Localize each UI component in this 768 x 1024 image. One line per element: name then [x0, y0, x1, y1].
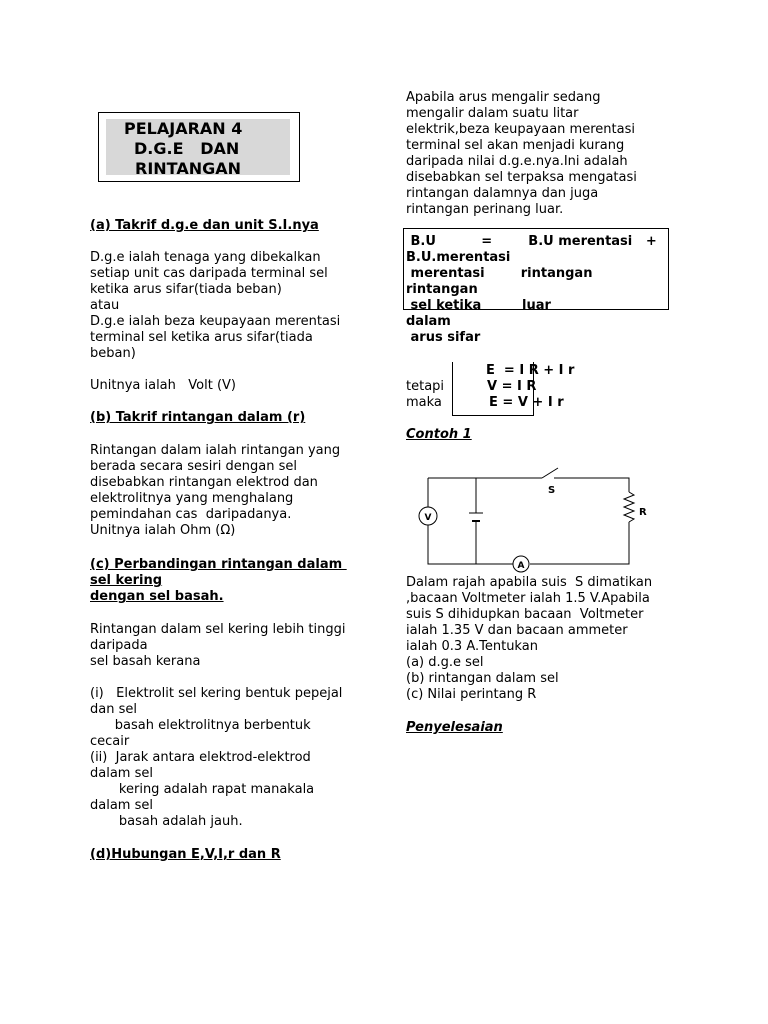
c-line: Rintangan dalam sel kering lebih tinggi — [90, 622, 346, 637]
bu-line: merentasi rintangan — [406, 266, 593, 281]
a-line: terminal sel ketika arus sifar(tiada — [90, 330, 313, 345]
example-line: ,bacaan Voltmeter ialah 1.5 V.Apabila — [406, 591, 650, 606]
circuit-wire — [530, 522, 629, 564]
intro-line: elektrik,beza keupayaan merentasi — [406, 122, 635, 137]
intro-line: rintangan dalamnya dan juga — [406, 186, 599, 201]
example-line: ialah 1.35 V dan bacaan ammeter — [406, 623, 628, 638]
example-line: Dalam rajah apabila suis S dimatikan — [406, 575, 653, 590]
intro-line: terminal sel akan menjadi kurang — [406, 138, 625, 153]
b-line: berada secara sesiri dengan sel — [90, 459, 297, 474]
equation-1: E = I R + I r — [486, 363, 575, 378]
intro-line: daripada nilai d.g.e.nya.Ini adalah — [406, 154, 628, 169]
resistor-label: R — [639, 507, 647, 518]
title-line-3: RINTANGAN — [135, 159, 242, 178]
example-line: (c) Nilai perintang R — [406, 687, 537, 702]
b-line: elektrolitnya yang menghalang — [90, 491, 294, 506]
title-shade — [106, 119, 290, 178]
title-line-1: PELAJARAN 4 — [124, 119, 243, 138]
equation-3-label: maka — [406, 395, 442, 410]
contoh-heading: Contoh 1 — [406, 427, 472, 442]
b-line: Unitnya ialah Ohm (Ω) — [90, 523, 236, 538]
c-line: dalam sel — [90, 766, 153, 781]
voltmeter-label: V — [424, 513, 432, 523]
c-line: kering adalah rapat manakala — [90, 782, 315, 797]
bu-line: B.U = B.U merentasi + — [406, 234, 657, 249]
intro-line: mengalir dalam suatu litar — [406, 106, 579, 121]
b-line: pemindahan cas daripadanya. — [90, 507, 292, 522]
example-line: (b) rintangan dalam sel — [406, 671, 559, 686]
title-box — [98, 112, 300, 182]
c-line: (ii) Jarak antara elektrod-elektrod — [90, 750, 311, 765]
a-line: D.g.e ialah tenaga yang dibekalkan — [90, 250, 321, 265]
section-a-heading: (a) Takrif d.g.e dan unit S.I.nya — [90, 218, 319, 233]
c-line: basah elektrolitnya berbentuk — [90, 718, 311, 733]
section-c-heading: dengan sel basah. — [90, 589, 224, 604]
circuit-wire — [428, 525, 513, 564]
equation-2-label: tetapi — [406, 379, 445, 394]
section-b-heading: (b) Takrif rintangan dalam (r) — [90, 410, 306, 425]
c-line: basah adalah jauh. — [90, 814, 243, 829]
a-line: setiap unit cas daripada terminal sel — [90, 266, 328, 281]
equation-2: V = I R — [487, 379, 537, 394]
a-line: beban) — [90, 346, 136, 361]
circuit-diagram — [410, 464, 656, 574]
bu-line: B.U.merentasi — [406, 250, 511, 265]
a-line: ketika arus sifar(tiada beban) — [90, 282, 282, 297]
intro-line: Apabila arus mengalir sedang — [406, 90, 601, 105]
c-line: (i) Elektrolit sel kering bentuk pepejal — [90, 686, 343, 701]
a-line: D.g.e ialah beza keupayaan merentasi — [90, 314, 341, 329]
equation-3: E = V + I r — [489, 395, 564, 410]
section-c-heading: (c) Perbandingan rintangan dalam — [90, 557, 347, 572]
c-line: dalam sel — [90, 798, 153, 813]
circuit-wire — [554, 478, 629, 492]
a-line: atau — [90, 298, 120, 313]
c-line: daripada — [90, 638, 148, 653]
ammeter-label: A — [517, 561, 525, 571]
intro-line: disebabkan sel terpaksa mengatasi — [406, 170, 637, 185]
switch-blade — [542, 468, 558, 478]
bu-line: arus sifar — [406, 330, 481, 345]
bu-line: rintangan — [406, 282, 478, 297]
intro-line: rintangan perinang luar. — [406, 202, 564, 217]
switch-label: S — [548, 485, 556, 496]
c-line: cecair — [90, 734, 130, 749]
b-line: Rintangan dalam ialah rintangan yang — [90, 443, 341, 458]
c-line: dan sel — [90, 702, 137, 717]
c-line: sel basah kerana — [90, 654, 201, 669]
resistor-zigzag — [624, 492, 634, 522]
b-line: disebabkan rintangan elektrod dan — [90, 475, 318, 490]
bu-line: dalam — [406, 314, 451, 329]
example-line: suis S dihidupkan bacaan Voltmeter — [406, 607, 644, 622]
unit-a: Unitnya ialah Volt (V) — [90, 378, 237, 393]
section-d-heading: (d)Hubungan E,V,I,r dan R — [90, 847, 281, 862]
bu-line: sel ketika luar — [406, 298, 551, 313]
title-line-2: D.G.E DAN — [134, 139, 240, 158]
penyelesaian-heading: Penyelesaian — [406, 720, 503, 735]
example-line: (a) d.g.e sel — [406, 655, 484, 670]
example-line: ialah 0.3 A.Tentukan — [406, 639, 538, 654]
section-c-heading: sel kering — [90, 573, 163, 588]
